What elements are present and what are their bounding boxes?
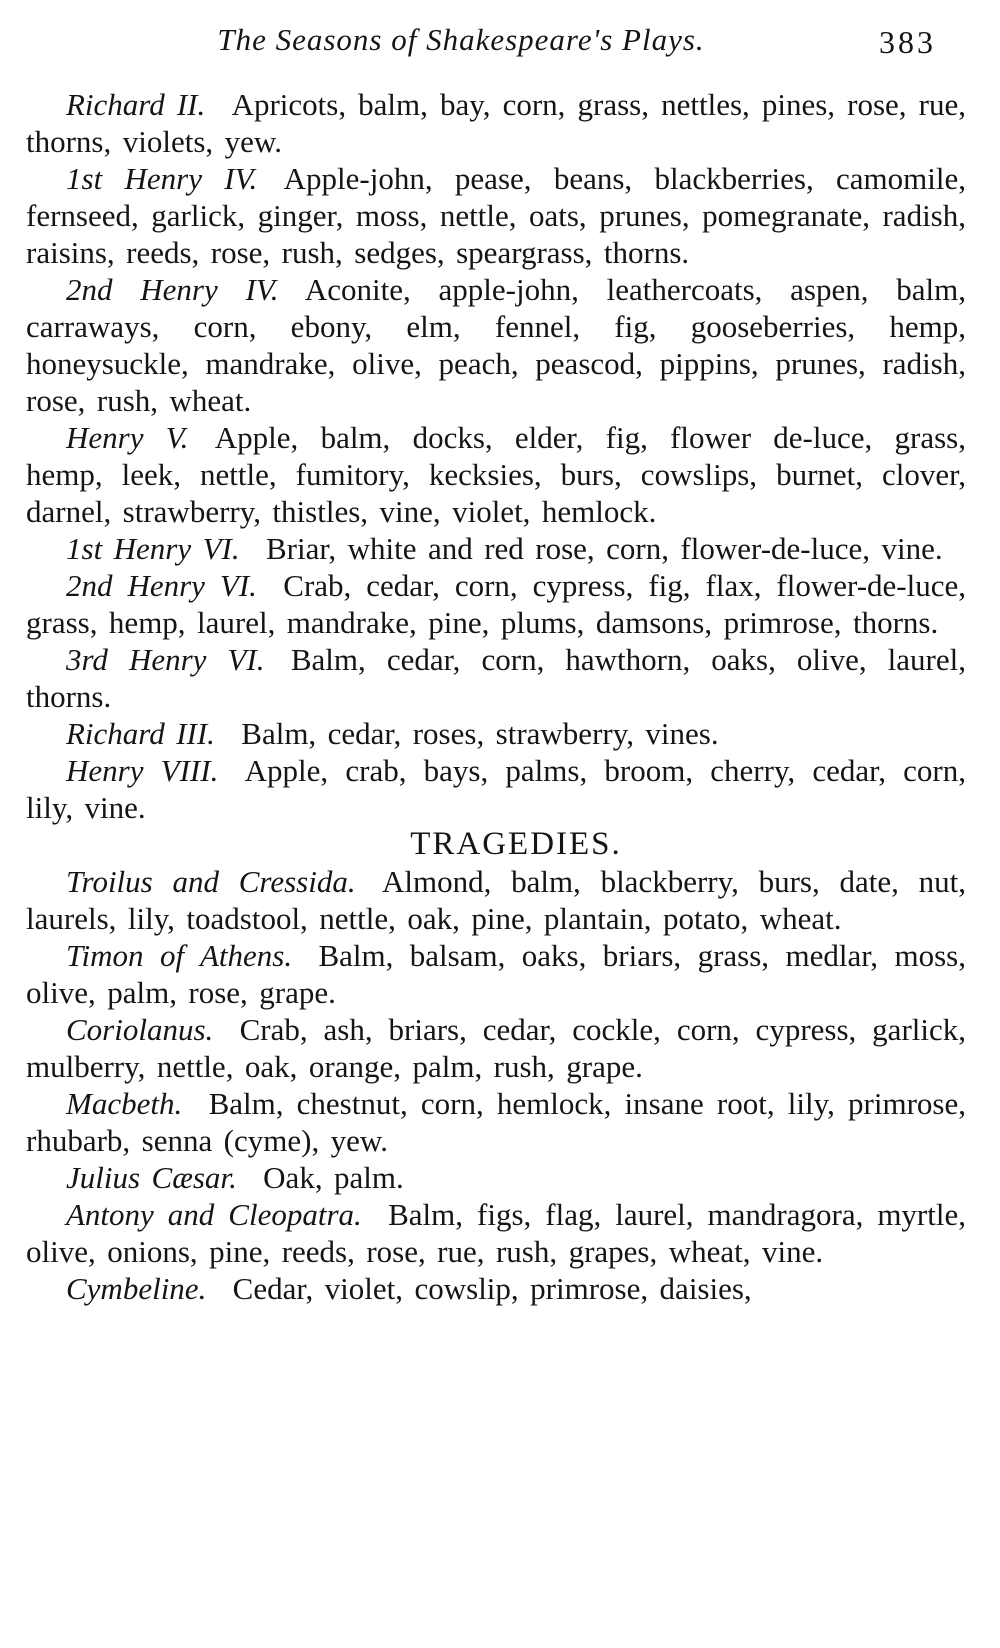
play-entry-2nd-henry-iv	[26, 271, 966, 419]
play-title: Henry VIII.	[66, 753, 219, 788]
play-title: Troilus and Cressida.	[66, 864, 356, 899]
play-entry-julius-caesar	[26, 1159, 966, 1196]
play-title: 2nd Henry IV.	[66, 272, 279, 307]
play-items: Balm, balsam, oaks, briars, grass, medlar, moss, olive, palm, rose, grape.	[26, 938, 966, 1010]
play-items: Apple, balm, docks, elder, fig, flower de-luce, grass, hemp, leek, nettle, fumitory, kecksies, burs, cowslips, burnet, clover, darnel, strawberry, thistles, vine, violet, hemlock.	[26, 420, 966, 529]
play-items: Apple-john, pease, beans, blackberries, camomile, fernseed, garlick, ginger, moss, nettle, oats, prunes, pomegranate, radish, raisins, reeds, rose, rush, sedges, speargrass, thorns.	[26, 161, 967, 270]
play-entry-richard-iii	[26, 715, 966, 752]
play-items: Cedar, violet, cowslip, primrose, daisies,	[232, 1271, 752, 1306]
play-entry-henry-viii	[26, 752, 966, 826]
play-entry-coriolanus	[26, 1011, 966, 1085]
play-entry-henry-v	[26, 419, 966, 530]
play-items: Balm, chestnut, corn, hemlock, insane root, lily, primrose, rhubarb, senna (cyme), yew.	[26, 1086, 966, 1158]
play-items: Balm, figs, flag, laurel, mandragora, myrtle, olive, onions, pine, reeds, rose, rue, rush, grapes, wheat, vine.	[26, 1197, 966, 1269]
play-entry-1st-henry-iv	[26, 160, 966, 271]
play-items: Apricots, balm, bay, corn, grass, nettles, pines, rose, rue, thorns, violets, yew.	[26, 87, 966, 159]
play-entry-cymbeline	[26, 1270, 966, 1307]
running-title: The Seasons of Shakespeare's Plays.	[217, 22, 705, 57]
play-title: 2nd Henry VI.	[66, 568, 257, 603]
play-entry-richard-ii	[26, 86, 966, 160]
play-title: Coriolanus.	[66, 1012, 214, 1047]
play-title: Antony and Cleopatra.	[66, 1197, 362, 1232]
play-items: Aconite, apple-john, leathercoats, aspen, balm, carraways, corn, ebony, elm, fennel, fig, gooseberries, hemp, honeysuckle, mandrake, olive, peach, peascod, pippins, prunes, radish, rose, rush, wheat.	[26, 272, 966, 418]
page-number: 383	[879, 24, 936, 60]
play-items: Almond, balm, blackberry, burs, date, nut, laurels, lily, toadstool, nettle, oak, pine, plantain, potato, wheat.	[26, 864, 967, 936]
play-items: Balm, cedar, roses, strawberry, vines.	[241, 716, 719, 751]
page-body	[26, 86, 966, 1307]
play-title: 1st Henry VI.	[66, 531, 240, 566]
play-title: Richard III.	[66, 716, 215, 751]
play-items: Crab, ash, briars, cedar, cockle, corn, cypress, garlick, mulberry, nettle, oak, orange, palm, rush, grape.	[26, 1012, 966, 1084]
play-items: Briar, white and red rose, corn, flower-de-luce, vine.	[265, 531, 943, 566]
play-items: Balm, cedar, corn, hawthorn, oaks, olive, laurel, thorns.	[26, 642, 966, 714]
play-entry-troilus-and-cressida	[26, 863, 966, 937]
section-heading-tragedies: TRAGEDIES.	[410, 826, 622, 862]
play-entry-3rd-henry-vi	[26, 641, 966, 715]
play-entry-2nd-henry-vi	[26, 567, 966, 641]
page-header	[26, 20, 966, 72]
play-items: Crab, cedar, corn, cypress, fig, flax, flower-de-luce, grass, hemp, laurel, mandrake, pine, plums, damsons, primrose, thorns.	[26, 568, 966, 640]
play-title: Julius Cæsar.	[66, 1160, 237, 1195]
play-title: Timon of Athens.	[66, 938, 293, 973]
play-title: Henry V.	[66, 420, 189, 455]
play-entry-1st-henry-vi	[26, 530, 966, 567]
play-entry-antony-and-cleopatra	[26, 1196, 966, 1270]
play-title: Richard II.	[66, 87, 206, 122]
play-title: Macbeth.	[66, 1086, 183, 1121]
play-title: 1st Henry IV.	[66, 161, 258, 196]
play-items: Oak, palm.	[263, 1160, 404, 1195]
play-title: Cymbeline.	[66, 1271, 207, 1306]
play-title: 3rd Henry VI.	[66, 642, 265, 677]
play-items: Apple, crab, bays, palms, broom, cherry, cedar, corn, lily, vine.	[26, 753, 966, 825]
play-entry-macbeth	[26, 1085, 966, 1159]
play-entry-timon-of-athens	[26, 937, 966, 1011]
